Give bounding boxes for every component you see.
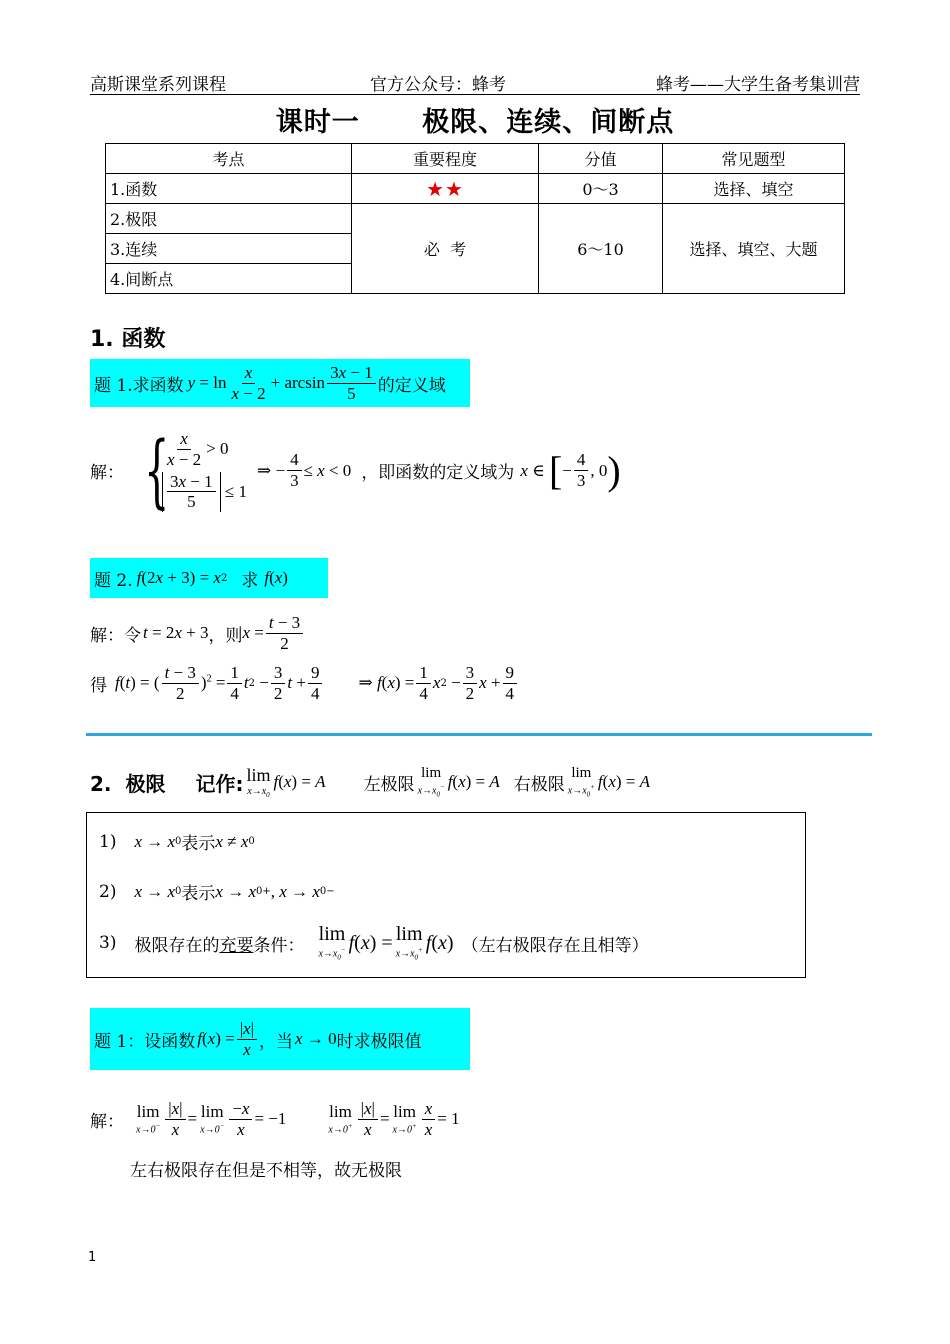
question-suffix: 的定义域 <box>377 375 446 396</box>
question-1-banner: 题 1.求函数 y = ln $\frac{x}{x - 2}$ + arcsin $\frac{3x - 1}{5}$ 的定义域 <box>90 359 470 407</box>
condition-prefix: 极限存在的 <box>134 935 220 956</box>
question-label: 题 1.求函数 <box>94 375 184 396</box>
page-header <box>90 68 860 95</box>
solution-2-result: 得 f ( t ) = ( $\frac{t - 3}{2}$ )$^2$ = $\frac{1}{4}$ t 2 − $\frac{3}{2}$ t + $\frac{9}{4}$ ⇒ f ( x ) = $\frac{1}{4}$ x 2 − $\frac{3}{2}$ x + $\frac{9}{4}$ <box>90 660 519 706</box>
item-number: 1) <box>99 831 117 852</box>
means-label: 表示 <box>181 884 216 904</box>
solution-label: 解：令 <box>90 625 141 646</box>
table-cell-topic: 3.连续 <box>106 234 352 264</box>
header-brand: 蜂考——大学生备考集训营 <box>656 75 860 95</box>
section-divider <box>86 733 872 736</box>
table-cell-type: 选择、填空、大题 <box>663 204 845 294</box>
fraction: $\frac{3x - 1}{5}$ <box>327 363 376 403</box>
box-item-2: 2) x → x 0 表示 x → x 0 + , x → x 0 − <box>99 879 335 904</box>
question-ask: 求 <box>241 570 259 591</box>
solution-3-conclusion: 左右极限存在但是不相等，故无极限 <box>130 1161 402 1181</box>
question-middle: ，当 <box>259 1031 294 1052</box>
question-suffix: 时求极限值 <box>336 1031 422 1052</box>
box-item-1: 1) x → x 0 表示 x ≠ x 0 <box>99 829 255 854</box>
page-title: 课时一 极限、连续、间断点 <box>275 107 675 138</box>
condition-note: （左右极限存在且相等） <box>461 935 649 956</box>
table-cell-score: 0～3 <box>539 174 663 204</box>
table-cell-topic: 1.函数 <box>106 174 352 204</box>
table-header: 常见题型 <box>663 144 845 174</box>
item-number: 2) <box>99 881 117 902</box>
fraction: $\frac{x}{x - 2}$ <box>231 362 266 403</box>
table-row <box>106 204 845 234</box>
item-number: 3) <box>99 933 117 953</box>
solution-label: 解： <box>90 463 124 483</box>
table-cell-topic: 4.间断点 <box>106 264 352 294</box>
left-brace: { <box>144 423 170 517</box>
question-2-banner: 题 2. f (2 x + 3) = x 2 求 f ( x ) <box>90 558 328 598</box>
table-header: 分值 <box>539 144 663 174</box>
header-series: 高斯课堂系列课程 <box>90 75 226 95</box>
table-header: 考点 <box>106 144 352 174</box>
question-label: 题 2. <box>94 570 133 591</box>
notation-label: 记作: <box>195 771 244 796</box>
solution-label: 解： <box>90 1111 124 1132</box>
table-cell-importance: 必 考 <box>352 204 539 294</box>
right-limit-label: 右极限 <box>513 774 565 795</box>
condition-suffix: 条件： <box>253 935 305 956</box>
section-title: 2. 极限 <box>90 771 166 796</box>
table-row <box>106 174 845 204</box>
section-heading-limits: 2. 极限 记作: lim $x\to x_0$ f ( x ) = A 左极限 lim $x\to x_0^-$ f ( x ) = A 右极限 lim $x\to x_0^+$ f ( x ) = A <box>90 764 650 799</box>
solution-2-substitution: 解：令 t = 2 x + 3 ，则 x = $\frac{t - 3}{2}$ <box>90 610 305 656</box>
solution-then: ，则 <box>208 625 243 646</box>
section-heading-functions: 1. 函数 <box>90 327 166 352</box>
table-cell-topic: 2.极限 <box>106 204 352 234</box>
importance-stars: ★★ <box>352 174 539 204</box>
left-limit-label: 左极限 <box>363 774 415 795</box>
question-label: 题 1：设函数 <box>94 1031 196 1052</box>
solution-3-limits: 解： lim x→0− $\frac{|x|}{x}$ = lim x→0− $\frac{-x}{x}$ = −1 lim x→0+ $\frac{|x|}{x}$ = lim x→0+ $\frac{x}{x}$ = 1 <box>90 1098 460 1139</box>
solution-then: ，即函数的定义域为 <box>361 463 515 483</box>
means-label: 表示 <box>181 834 216 854</box>
topic-table <box>105 143 845 294</box>
inequality-system: $\frac{x}{x - 2}$ > 0 $\frac{3x - 1}{5}$ ≤ 1 <box>162 429 247 511</box>
table-header: 重要程度 <box>352 144 539 174</box>
table-header-row <box>106 144 845 174</box>
solution-get: 得 <box>90 675 107 696</box>
solution-1: 解： { $\frac{x}{x - 2}$ > 0 $\frac{3x - 1}{5}$ ≤ 1 ⇒ − $\frac{4}{3}$ ≤ x < 0 ，即函数的定义域为 x ∈ [ − $\frac{4}{3}$ , 0 ) <box>90 423 621 517</box>
page-number: 1 <box>88 1250 97 1265</box>
box-item-3: 3) 极限存在的 充要 条件： lim $x\to x_0^-$ f ( x ) = lim $x\to x_0^+$ f ( x ) （左右极限存在且相等） <box>99 923 649 962</box>
table-cell-score: 6～10 <box>539 204 663 294</box>
condition-underlined: 充要 <box>219 935 254 956</box>
table-cell-type: 选择、填空 <box>663 174 845 204</box>
limit-definition-box <box>86 812 806 978</box>
question-3-banner: 题 1：设函数 f ( x ) = $\frac{|x|}{x}$ ，当 x → 0 时求极限值 <box>90 1008 470 1070</box>
header-account: 官方公众号：蜂考 <box>370 75 506 95</box>
